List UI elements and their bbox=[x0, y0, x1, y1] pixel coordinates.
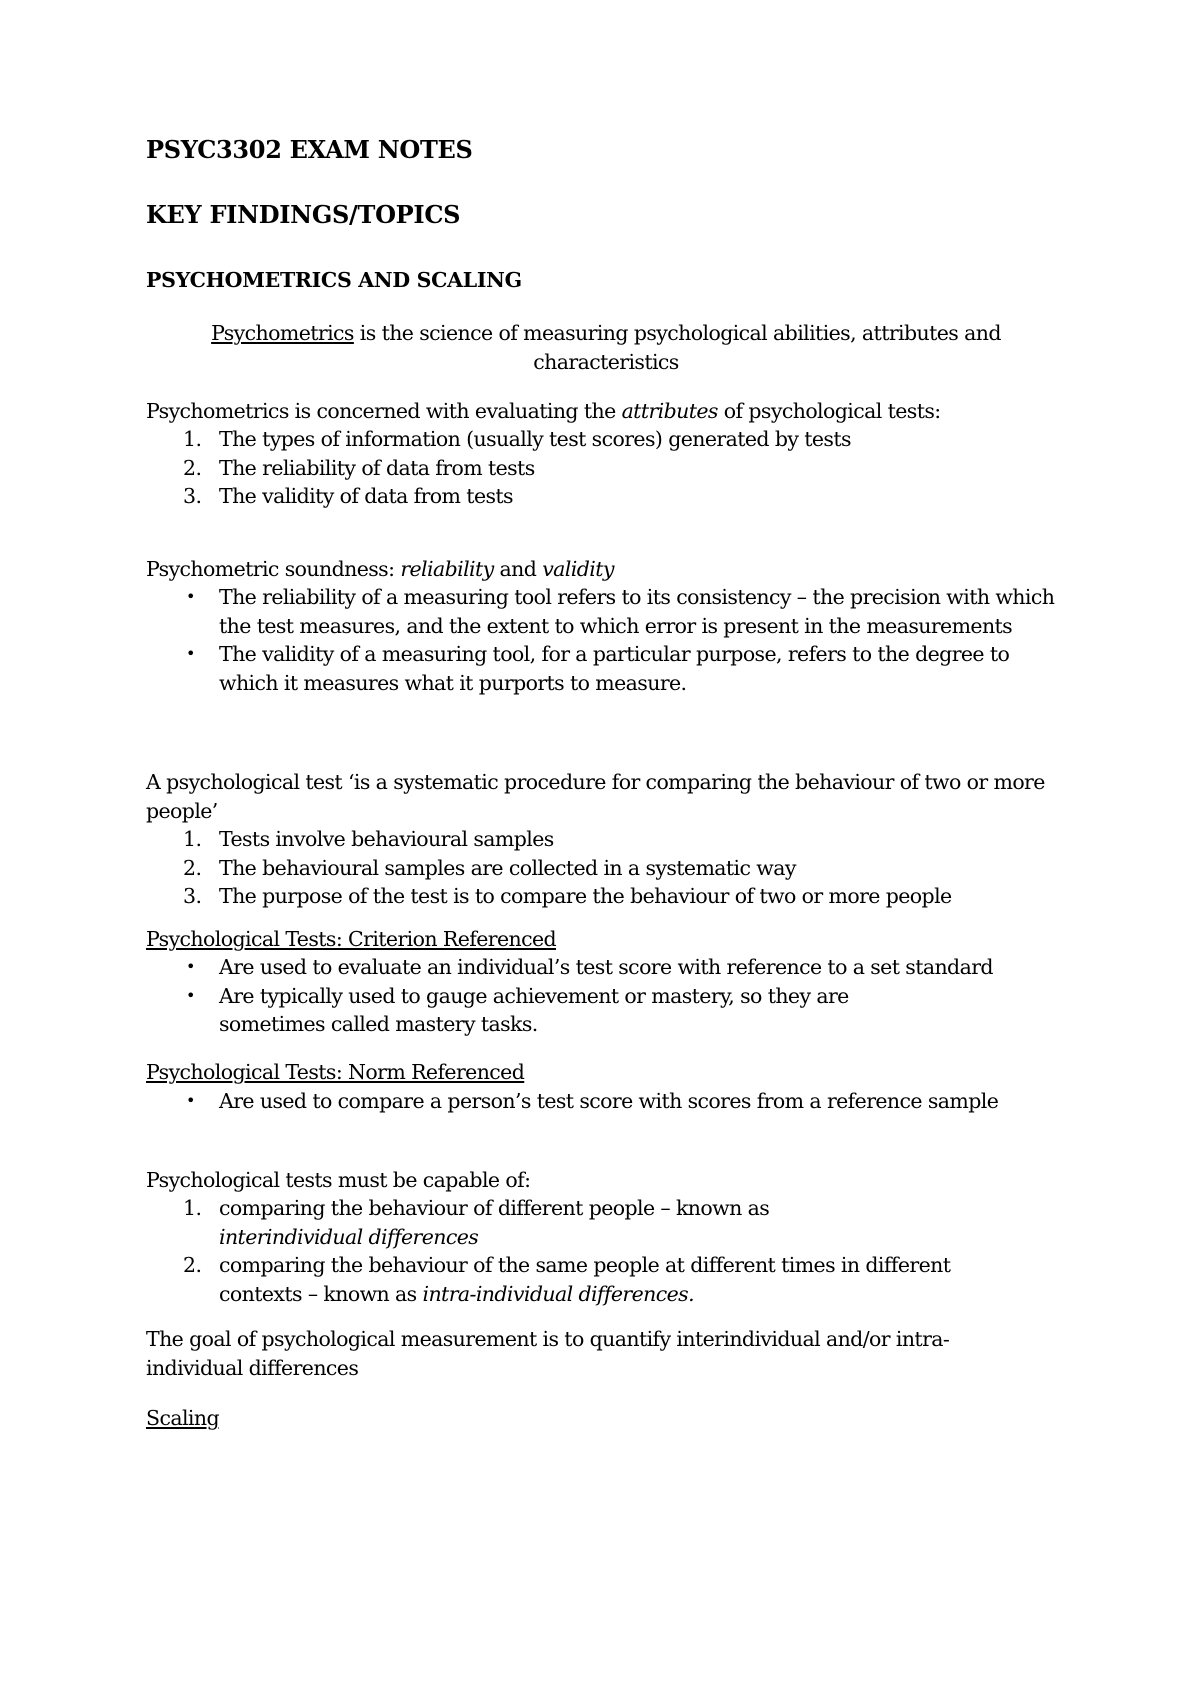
list-item bbox=[146, 1194, 909, 1251]
test-list bbox=[146, 825, 1066, 911]
list-item bbox=[146, 482, 1066, 511]
soundness-intro bbox=[146, 555, 1066, 584]
norm-heading: Psychological Tests: Norm Referenced bbox=[146, 1060, 525, 1084]
list-item-text: comparing the behaviour of different people – known as bbox=[219, 1196, 770, 1220]
norm-list bbox=[146, 1087, 1066, 1116]
list-number: 2. bbox=[183, 1253, 202, 1278]
list-item-text: The purpose of the test is to compare the behaviour of two or more people bbox=[219, 884, 952, 909]
reliability-emphasis: reliability bbox=[400, 557, 494, 581]
goal-statement: The goal of psychological measurement is to quantify interindividual and/or intra-individual differences bbox=[146, 1327, 950, 1380]
list-item-text: Tests involve behavioural samples bbox=[219, 827, 554, 851]
list-item bbox=[146, 640, 1056, 697]
list-number: 2. bbox=[183, 455, 202, 480]
list-item bbox=[146, 454, 1066, 483]
attributes-intro-end: of psychological tests: bbox=[717, 399, 941, 423]
definition-text: is the science of measuring psychological abilities, attributes and characteristics bbox=[353, 321, 1001, 374]
psychometrics-definition bbox=[146, 319, 1066, 376]
list-number: 1. bbox=[183, 1196, 202, 1220]
list-number: 1. bbox=[183, 827, 202, 851]
scaling-heading: Scaling bbox=[146, 1406, 219, 1430]
document-title: PSYC3302 EXAM NOTES bbox=[146, 135, 473, 164]
validity-emphasis: validity bbox=[542, 557, 614, 581]
list-item bbox=[146, 882, 1066, 911]
attributes-intro bbox=[146, 397, 1066, 426]
list-item bbox=[146, 583, 1056, 640]
list-item-text: The validity of data from tests bbox=[219, 484, 513, 509]
criterion-list bbox=[146, 953, 1066, 1039]
bullet-icon: • bbox=[186, 1091, 195, 1110]
list-item-text: The behavioural samples are collected in a systematic way bbox=[219, 855, 796, 880]
list-item bbox=[146, 953, 1066, 982]
list-item bbox=[146, 1087, 1066, 1116]
attributes-emphasis: attributes bbox=[621, 399, 718, 423]
subsection-heading: PSYCHOMETRICS AND SCALING bbox=[146, 268, 522, 292]
soundness-intro-text: Psychometric soundness: bbox=[146, 557, 401, 581]
bullet-icon: • bbox=[186, 985, 195, 1005]
attributes-intro-text: Psychometrics is concerned with evaluating the bbox=[146, 399, 622, 423]
capable-list bbox=[146, 1194, 1006, 1308]
capable-intro: Psychological tests must be capable of: bbox=[146, 1168, 531, 1192]
list-item bbox=[146, 425, 1066, 454]
list-number: 3. bbox=[183, 884, 202, 909]
bullet-icon: • bbox=[186, 957, 195, 976]
list-number: 3. bbox=[183, 484, 202, 509]
bullet-icon: • bbox=[186, 644, 195, 664]
list-item-text: The types of information (usually test scores) generated by tests bbox=[219, 427, 851, 451]
list-item-text: The validity of a measuring tool, for a particular purpose, refers to the degree to which it measures what it purports to measure. bbox=[219, 642, 1010, 695]
intra-individual-emphasis: intra-individual differences. bbox=[422, 1281, 695, 1306]
list-item-text: The reliability of a measuring tool refers to its consistency – the precision with which the test measures, and the extent to which error is present in the measurements bbox=[219, 585, 1055, 638]
list-number: 2. bbox=[183, 855, 202, 880]
soundness-list bbox=[146, 583, 1056, 697]
psychological-test-definition: A psychological test ‘is a systematic procedure for comparing the behaviour of two or more people’ bbox=[146, 770, 1045, 823]
bullet-icon: • bbox=[186, 587, 195, 606]
criterion-heading: Psychological Tests: Criterion Referenced bbox=[146, 927, 557, 951]
list-item-text: The reliability of data from tests bbox=[219, 455, 535, 480]
list-item-text: Are typically used to gauge achievement or mastery, so they are sometimes called mastery tasks. bbox=[219, 983, 849, 1037]
list-item bbox=[146, 825, 1066, 854]
list-item bbox=[146, 982, 959, 1039]
list-item-text: Are used to compare a person’s test score with scores from a reference sample bbox=[219, 1089, 999, 1113]
list-item bbox=[146, 1251, 979, 1308]
list-item-text: comparing the behaviour of the same people at different times in different contexts – known as bbox=[219, 1253, 951, 1306]
definition-term: Psychometrics bbox=[211, 321, 354, 345]
interindividual-emphasis: interindividual differences bbox=[219, 1224, 479, 1249]
soundness-and: and bbox=[493, 557, 543, 581]
list-item-text: Are used to evaluate an individual’s test score with reference to a set standard bbox=[219, 955, 993, 979]
list-number: 1. bbox=[183, 427, 202, 451]
list-item bbox=[146, 854, 1066, 883]
attributes-list bbox=[146, 425, 1066, 511]
section-heading: KEY FINDINGS/TOPICS bbox=[146, 200, 461, 229]
